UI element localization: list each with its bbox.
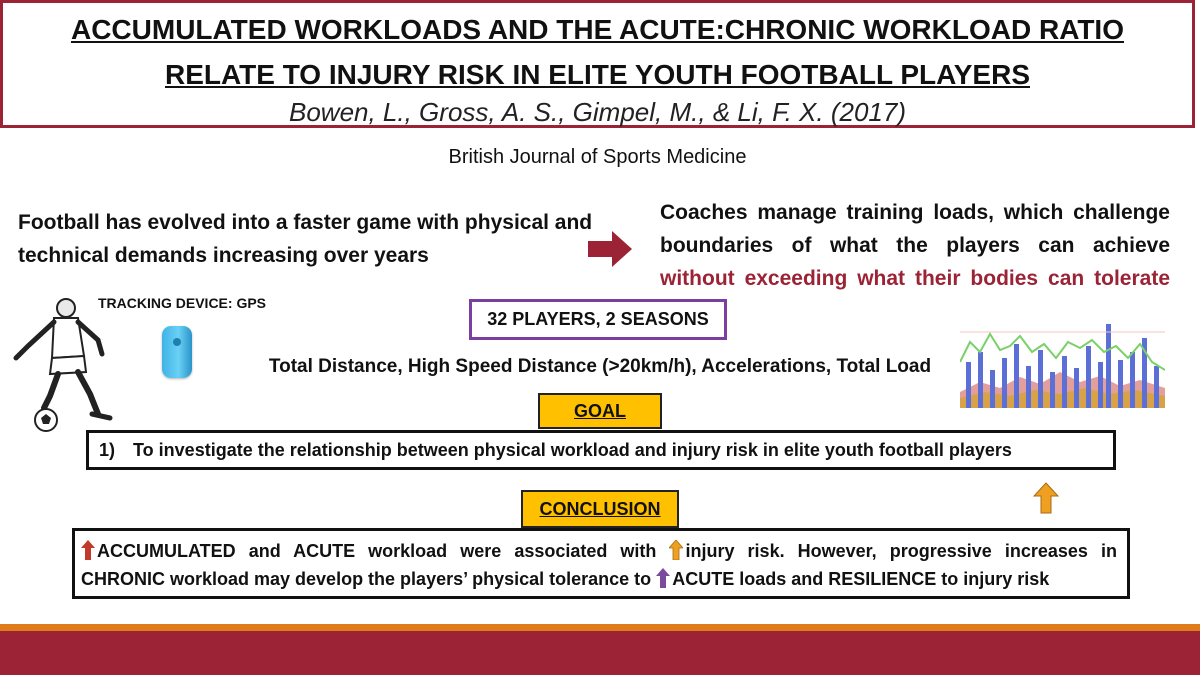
- arrow-right-icon: [588, 231, 632, 267]
- conclusion-tag: CONCLUSION: [521, 490, 679, 528]
- arrow-up-icon: [81, 540, 95, 560]
- goal-number: 1): [99, 439, 116, 460]
- workload-chart-icon: [960, 322, 1165, 408]
- title-banner: [0, 0, 1195, 128]
- goal-box: [86, 430, 1116, 470]
- coaching-statement-main: Coaches manage training loads, which challenge boundaries of what the players can achieve: [660, 201, 1170, 257]
- authors-citation: Bowen, L., Gross, A. S., Gimpel, M., & Li, F. X. (2017): [288, 97, 906, 127]
- footer-accent-stripe: [0, 624, 1200, 631]
- coaching-statement: [660, 196, 1170, 295]
- goal-text: To investigate the relationship between physical workload and injury risk in elite youth football players: [133, 439, 1012, 460]
- conclusion-text-2: injury risk. However, progressive increases in: [685, 541, 1117, 561]
- tracking-device-label: TRACKING DEVICE: GPS: [98, 295, 267, 311]
- arrow-up-icon: [1033, 482, 1059, 514]
- conclusion-line-1: [81, 537, 1117, 565]
- journal-name: British Journal of Sports Medicine: [448, 146, 747, 168]
- conclusion-text-3: CHRONIC workload may develop the players’ physical tolerance to: [81, 569, 652, 589]
- arrow-up-icon: [656, 568, 670, 588]
- footer-band: [0, 631, 1200, 675]
- workload-metrics: Total Distance, High Speed Distance (>20km/h), Accelerations, Total Load: [268, 356, 932, 377]
- title-line-1: ACCUMULATED WORKLOADS AND THE ACUTE:CHRONIC WORKLOAD RATIO: [70, 14, 1124, 45]
- conclusion-box: [72, 528, 1130, 599]
- coaching-statement-highlight: without exceeding what their bodies can tolerate: [660, 267, 1170, 290]
- conclusion-line-2: [81, 565, 1117, 593]
- goal-tag: GOAL: [538, 393, 662, 429]
- background-statement: Football has evolved into a faster game with physical and technical demands increasing over years: [18, 211, 593, 267]
- conclusion-text-1: ACCUMULATED and ACUTE workload were associated with: [97, 541, 657, 561]
- arrow-up-icon: [669, 540, 683, 560]
- sample-size-box: 32 PLAYERS, 2 SEASONS: [469, 299, 727, 340]
- title-line-2: RELATE TO INJURY RISK IN ELITE YOUTH FOOTBALL PLAYERS: [165, 59, 1030, 90]
- conclusion-text-4: ACUTE loads and RESILIENCE to injury risk: [672, 569, 1050, 589]
